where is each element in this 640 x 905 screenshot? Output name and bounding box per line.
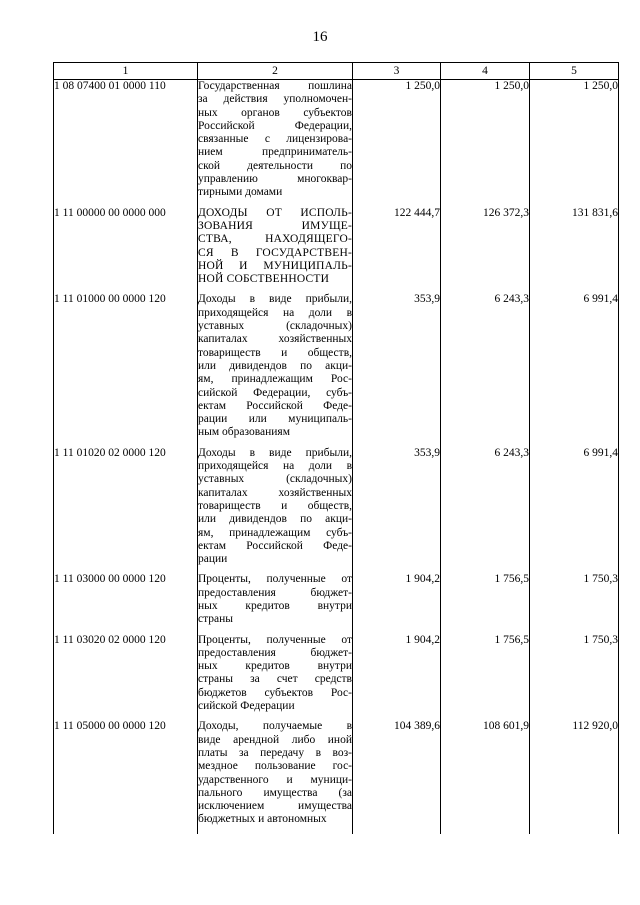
revenue-name-cell bbox=[198, 207, 353, 294]
table-body bbox=[54, 80, 619, 834]
revenue-code-cell: 1 08 07400 01 0000 110 bbox=[54, 80, 198, 207]
revenue-name-line: пального имущества (за bbox=[198, 786, 352, 799]
amount-year-1-cell: 353,9 bbox=[353, 293, 441, 446]
amount-year-3-cell: 1 750,3 bbox=[530, 573, 619, 633]
header-row bbox=[54, 63, 619, 80]
revenue-name-line: бюджетных и автономных bbox=[198, 813, 327, 826]
revenue-name-line: ным образованиям bbox=[198, 426, 290, 439]
revenue-name-line: связанные с лицензирова- bbox=[198, 133, 352, 146]
amount-year-3-cell: 1 250,0 bbox=[530, 80, 619, 207]
revenue-code-cell: 1 11 01020 02 0000 120 bbox=[54, 447, 198, 574]
revenue-name-cell bbox=[198, 447, 353, 574]
revenue-name-line: Доходы в виде прибыли, bbox=[198, 293, 352, 306]
amount-year-2-cell: 1 756,5 bbox=[441, 634, 530, 721]
revenue-name-line: сийской Федерации, субъ- bbox=[198, 386, 352, 399]
revenue-name-line: страны bbox=[198, 613, 234, 626]
amount-year-1-cell: 1 904,2 bbox=[353, 573, 441, 633]
column-header-year-3: 5 bbox=[530, 63, 619, 80]
amount-year-3-cell: 1 750,3 bbox=[530, 634, 619, 721]
revenue-name-line: рации или муниципаль- bbox=[198, 413, 352, 426]
revenue-code-cell: 1 11 01000 00 0000 120 bbox=[54, 293, 198, 446]
revenue-code-cell: 1 11 03020 02 0000 120 bbox=[54, 634, 198, 721]
revenue-name-line: Государственная пошлина bbox=[198, 80, 352, 92]
revenue-name-line: уставных (складочных) bbox=[198, 320, 352, 333]
revenue-name-cell bbox=[198, 293, 353, 446]
revenue-name-line: капиталах хозяйственных bbox=[198, 333, 352, 346]
column-header-name: 2 bbox=[198, 63, 353, 80]
table-row bbox=[54, 447, 619, 574]
revenue-name-line: за действия уполномочен- bbox=[198, 93, 352, 106]
revenue-name-line: ской деятельности по bbox=[198, 159, 352, 172]
amount-year-2-cell: 6 243,3 bbox=[441, 293, 530, 446]
amount-year-2-cell: 1 756,5 bbox=[441, 573, 530, 633]
amount-year-2-cell: 108 601,9 bbox=[441, 720, 530, 833]
table-row bbox=[54, 634, 619, 721]
revenue-name-line: СТВА, НАХОДЯЩЕГО- bbox=[198, 233, 352, 246]
revenue-name-line: предоставления бюджет- bbox=[198, 586, 352, 599]
revenue-name-line: ударственного и муници- bbox=[198, 773, 352, 786]
amount-year-3-cell: 6 991,4 bbox=[530, 293, 619, 446]
revenue-name-line: Доходы в виде прибыли, bbox=[198, 446, 352, 459]
revenue-name-line: управлению многоквар- bbox=[198, 173, 352, 186]
revenue-name-line: сийской Федерации bbox=[198, 700, 295, 713]
amount-year-2-cell: 6 243,3 bbox=[441, 447, 530, 574]
revenue-name-line: или дивидендов по акци- bbox=[198, 513, 352, 526]
table-row bbox=[54, 293, 619, 446]
revenue-name-line: Российской Федерации, bbox=[198, 119, 352, 132]
revenue-name-line: страны за счет средств bbox=[198, 673, 352, 686]
table-row bbox=[54, 207, 619, 294]
column-header-year-2: 4 bbox=[441, 63, 530, 80]
amount-year-3-cell: 6 991,4 bbox=[530, 447, 619, 574]
revenue-name-line: ям, принадлежащим субъ- bbox=[198, 526, 352, 539]
revenue-name-line: или дивидендов по акци- bbox=[198, 359, 352, 372]
amount-year-1-cell: 353,9 bbox=[353, 447, 441, 574]
revenue-name-line: НОЙ И МУНИЦИПАЛЬ- bbox=[198, 259, 352, 272]
table-row bbox=[54, 80, 619, 207]
revenue-name-line: мездное пользование гос- bbox=[198, 760, 352, 773]
revenue-name-line: товариществ и обществ, bbox=[198, 499, 352, 512]
amount-year-3-cell: 131 831,6 bbox=[530, 207, 619, 294]
revenue-code-cell: 1 11 05000 00 0000 120 bbox=[54, 720, 198, 833]
table-row bbox=[54, 573, 619, 633]
amount-year-1-cell: 1 250,0 bbox=[353, 80, 441, 207]
revenue-name-line: Доходы, получаемые в bbox=[198, 720, 352, 733]
revenue-name-line: ных органов субъектов bbox=[198, 106, 352, 119]
revenue-name-line: ных кредитов внутри bbox=[198, 599, 352, 612]
page-number: 16 bbox=[312, 29, 328, 45]
revenue-name-line: бюджетов субъектов Рос- bbox=[198, 686, 352, 699]
budget-revenue-table bbox=[53, 62, 619, 834]
revenue-name-line: Проценты, полученные от bbox=[198, 633, 352, 646]
revenue-name-line: уставных (складочных) bbox=[198, 473, 352, 486]
revenue-name-line: ектам Российской Феде- bbox=[198, 399, 352, 412]
revenue-name-line: рации bbox=[198, 553, 228, 566]
revenue-name-line: ДОХОДЫ ОТ ИСПОЛЬ- bbox=[198, 206, 352, 219]
revenue-name-line: нием предприниматель- bbox=[198, 146, 352, 159]
revenue-name-line: ЗОВАНИЯ ИМУЩЕ- bbox=[198, 219, 352, 232]
revenue-name-line: тирными домами bbox=[198, 186, 283, 199]
revenue-name-cell bbox=[198, 80, 353, 207]
revenue-name-line: ных кредитов внутри bbox=[198, 660, 352, 673]
revenue-name-line: платы за передачу в воз- bbox=[198, 746, 352, 759]
amount-year-2-cell: 126 372,3 bbox=[441, 207, 530, 294]
revenue-name-line: предоставления бюджет- bbox=[198, 646, 352, 659]
revenue-name-line: товариществ и обществ, bbox=[198, 346, 352, 359]
amount-year-1-cell: 1 904,2 bbox=[353, 634, 441, 721]
amount-year-2-cell: 1 250,0 bbox=[441, 80, 530, 207]
amount-year-3-cell: 112 920,0 bbox=[530, 720, 619, 833]
revenue-code-cell: 1 11 03000 00 0000 120 bbox=[54, 573, 198, 633]
revenue-name-cell bbox=[198, 573, 353, 633]
column-header-code: 1 bbox=[54, 63, 198, 80]
amount-year-1-cell: 122 444,7 bbox=[353, 207, 441, 294]
revenue-name-line: виде арендной либо иной bbox=[198, 733, 352, 746]
revenue-name-line: приходящейся на доли в bbox=[198, 306, 352, 319]
revenue-code-cell: 1 11 00000 00 0000 000 bbox=[54, 207, 198, 294]
revenue-name-line: Проценты, полученные от bbox=[198, 573, 352, 586]
revenue-name-line: капиталах хозяйственных bbox=[198, 486, 352, 499]
column-header-year-1: 3 bbox=[353, 63, 441, 80]
revenue-name-line: ям, принадлежащим Рос- bbox=[198, 373, 352, 386]
revenue-name-cell bbox=[198, 720, 353, 833]
amount-year-1-cell: 104 389,6 bbox=[353, 720, 441, 833]
revenue-name-cell bbox=[198, 634, 353, 721]
revenue-name-line: НОЙ СОБСТВЕННОСТИ bbox=[198, 273, 330, 286]
revenue-name-line: ектам Российской Феде- bbox=[198, 539, 352, 552]
revenue-name-line: исключением имущества bbox=[198, 800, 352, 813]
revenue-name-line: СЯ В ГОСУДАРСТВЕН- bbox=[198, 246, 352, 259]
table-row bbox=[54, 720, 619, 833]
revenue-name-line: приходящейся на доли в bbox=[198, 460, 352, 473]
